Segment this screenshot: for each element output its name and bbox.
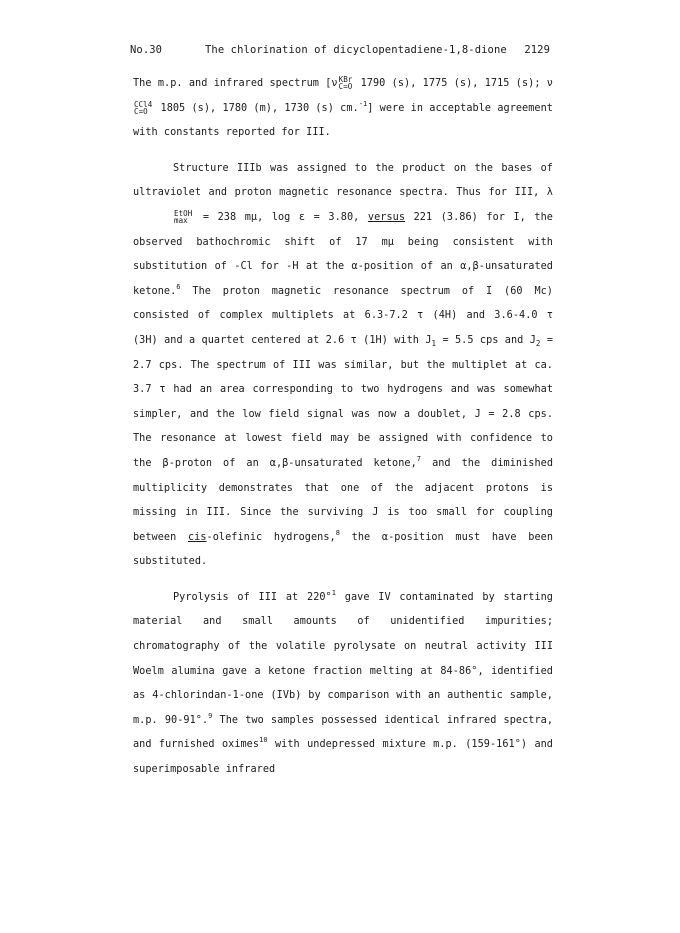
paragraph-ir-spectrum: The m.p. and infrared spectrum [ν KBr C=O 1790 (s), 1775 (s), 1715 (s); ν CCl4 C=O 1805 (s), 1780 (m), 1730 (s) cm.$^{-1}$] were in acceptable agreement with constants reported for III.: [133, 75, 553, 139]
running-title: The chlorination of dicyclopentadiene-1,8-dione: [205, 44, 507, 56]
lambda-script: EtOH max: [174, 208, 193, 225]
reference-10: 10: [259, 736, 268, 745]
body-text: [133, 72, 553, 783]
reference-9: 9: [208, 711, 213, 720]
reference-7: 7: [416, 454, 422, 463]
reference-6: 6: [176, 282, 181, 291]
page-number: 2129: [524, 44, 550, 56]
ccl4-script: CCl4 C=O: [134, 99, 153, 116]
kbr-script: KBr C=O: [338, 75, 353, 91]
reference-1: 1: [331, 588, 337, 597]
journal-issue: No.30: [130, 44, 163, 56]
reference-8: 8: [335, 528, 340, 537]
paragraph-pyrolysis: Pyrolysis of III at 220°$^1$ gave IV contaminated by starting material and small amounts of unidentified impurities; chromatography of the volatile pyrolysate on neutral activity III Woelm alumina gave a ketone fraction melting at 84-86°, identified as 4-chlorindan-1-one (IVb) by comparison with an authentic sample, m.p. 90-91°.$^9$ The two samples possessed identical infrared spectra, and furnished oximes$^{10}$ with undepressed mixture m.p. (159-161°) and superimposable infrared: [133, 588, 553, 776]
paragraph-structure-assignment: Structure IIIb was assigned to the product on the bases of ultraviolet and proton magnetic resonance spectra. Thus for III, λ EtOH max = 238 mμ, log ε = 3.80, versus 221 (3.86) for I, the observed bathochromic shift of 17 mμ being consistent with substitution of -Cl for -H at the α-position of an α,β-unsaturated ketone.$^6$ The proton magnetic resonance spectrum of I (60 Mc) consisted of complex multiplets at 6.3-7.2 τ (4H) and 3.6-4.0 τ (3H) and a quartet centered at 2.6 τ (1H) with $J_1 = 5.5$ cps and $J_2 = 2.7$ cps. The spectrum of III was similar, but the multiplet at ca. 3.7 τ had an area corresponding to two hydrogens and was somewhat simpler, and the low field signal was now a doublet, J = 2.8 cps. The resonance at lowest field may be assigned with confidence to the β-proton of an α,β-unsaturated ketone,$^7$ and the diminished multiplicity demonstrates that one of the adjacent protons is missing in III. Since the surviving J is too small for coupling between cis-olefinic hydrogens,$^8$ the α-position must have been substituted.: [133, 162, 554, 568]
